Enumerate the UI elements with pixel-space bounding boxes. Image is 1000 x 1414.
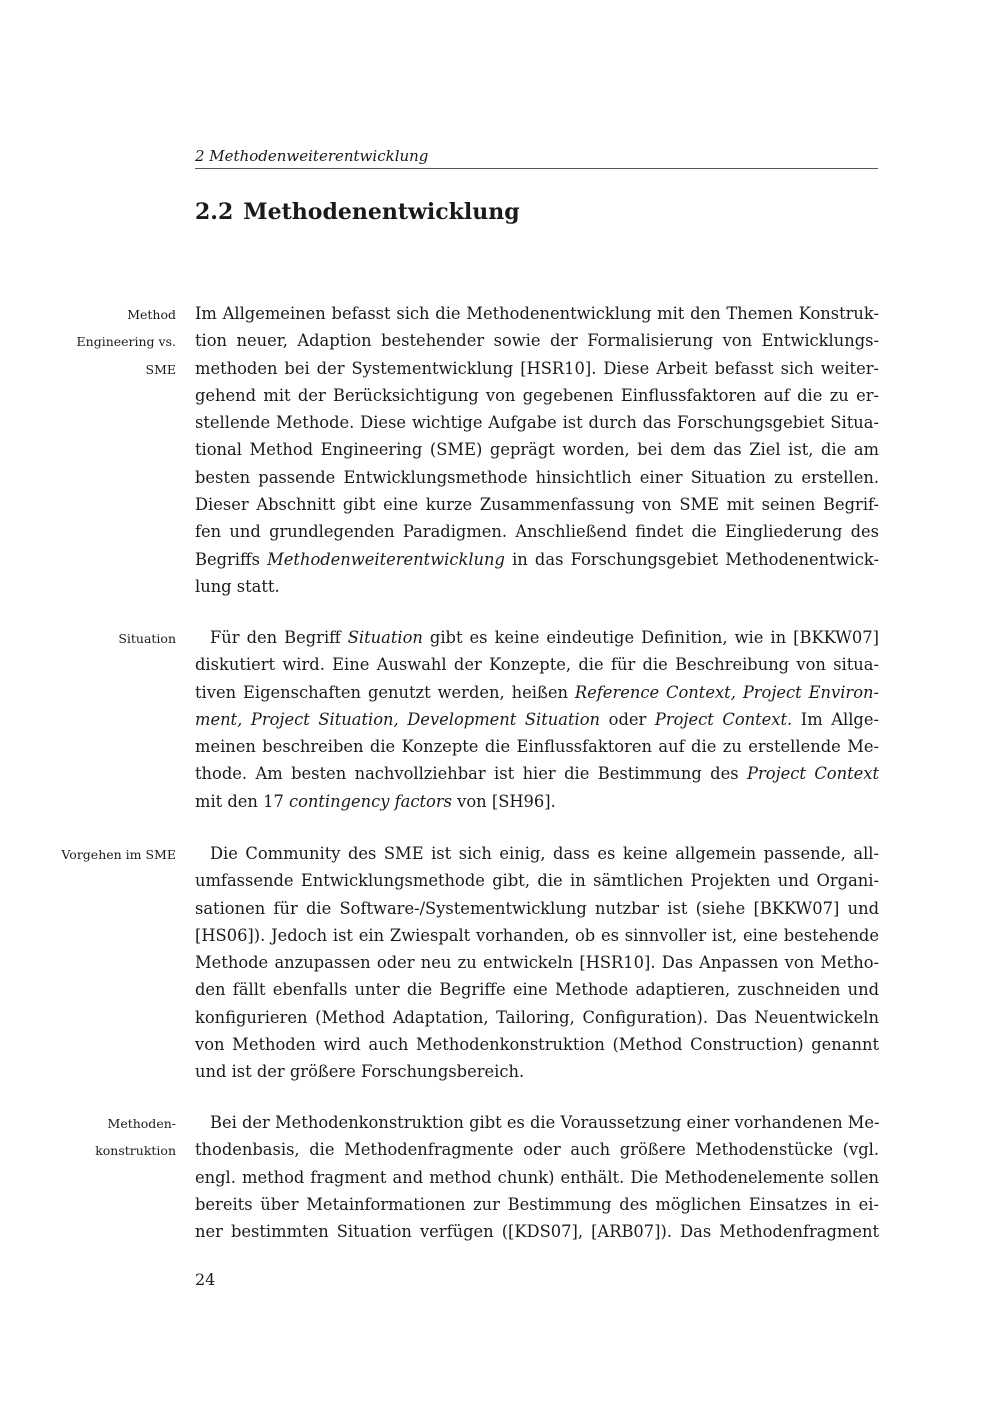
text-line: Begriffs Methodenweiterentwicklung in das Forschungsgebiet Methodenentwick- [195,549,879,569]
text-line: Methode anzupassen oder neu zu entwickeln [HSR10]. Das Anpassen von Metho- [195,953,879,973]
text-line: tiven Eigenschaften genutzt werden, heißen Reference Context, Project Environ- [195,682,879,702]
text-line: von Methoden wird auch Methodenkonstruktion (Method Construction) genannt [195,1035,879,1055]
text-line: umfassende Entwicklungsmethode gibt, die in sämtlichen Projekten und Organi- [195,871,879,891]
section-number: 2.2 [195,199,234,225]
text-line: tion neuer, Adaption bestehender sowie der Formalisierung von Entwicklungs- [195,331,879,351]
section-heading [195,199,530,225]
paragraph-methodenentwicklung [195,300,879,600]
margin-note-line: SME [145,361,176,377]
margin-note-line: Vorgehen im SME [61,847,176,862]
text-line: Im Allgemeinen befasst sich die Methodenentwicklung mit den Themen Konstruk- [195,304,879,323]
margin-note-line: Engineering vs. [76,334,176,350]
paragraph-situation [195,624,879,815]
emphasis: Reference Context, Project Environ- [574,682,879,702]
text-line: fen und grundlegenden Paradigmen. Anschließend findet die Eingliederung des [195,522,879,542]
text-line: tional Method Engineering (SME) geprägt worden, bei dem das Ziel ist, die am [195,440,879,460]
text-line: und ist der größere Forschungsbereich. [195,1062,525,1082]
emphasis: Project Context. [654,709,793,729]
text-line: besten passende Entwicklungsmethode hinsichtlich einer Situation zu erstellen. [195,467,879,487]
margin-note-vorgehen [61,841,176,868]
text-line: sationen für die Software-/Systementwicklung nutzbar ist (siehe [BKKW07] und [195,898,879,918]
text-line: ner bestimmten Situation verfügen ([KDS07], [ARB07]). Das Methodenfragment [195,1222,879,1242]
margin-note-situation [118,625,176,652]
emphasis: Situation [347,628,423,647]
text-line: Bei der Methodenkonstruktion gibt es die Voraussetzung einer vorhandenen Me- [210,1113,880,1132]
text-line: mit den 17 contingency factors von [SH96]. [195,791,556,811]
text-line: den fällt ebenfalls unter die Begriffe eine Methode adaptieren, zuschneiden und [195,980,879,1000]
margin-note-methodenkonstruktion [95,1110,176,1165]
margin-note-line: konstruktion [95,1143,176,1159]
text-line: thodenbasis, die Methodenfragmente oder auch größere Methodenstücke (vgl. [195,1140,879,1160]
text-line: methoden bei der Systementwicklung [HSR10]. Diese Arbeit befasst sich weiter- [195,358,879,378]
text-line: meinen beschreiben die Konzepte die Einflussfaktoren auf die zu erstellende Me- [195,737,879,757]
text-line: Für den Begriff Situation gibt es keine eindeutige Definition, wie in [BKKW07] [210,628,879,647]
margin-note-line: Method [127,307,176,322]
text-line: lung statt. [195,576,280,596]
emphasis: ment, Project Situation, Development Situation [195,709,601,729]
text-line: Die Community des SME ist sich einig, dass es keine allgemein passende, all- [210,844,879,863]
text-line: thode. Am besten nachvollziehbar ist hier die Bestimmung des Project Context [195,764,879,784]
text-line: ment, Project Situation, Development Situation oder Project Context. Im Allge- [195,709,879,729]
running-header: 2 Methodenweiterentwicklung [195,147,878,169]
text-line: diskutiert wird. Eine Auswahl der Konzepte, die für die Beschreibung von situa- [195,655,879,675]
text-line: bereits über Metainformationen zur Bestimmung des möglichen Einsatzes in ei- [195,1194,879,1214]
emphasis: Project Context [747,764,879,784]
emphasis: Methodenweiterentwicklung [267,549,505,569]
text-line: konfigurieren (Method Adaptation, Tailoring, Configuration). Das Neuentwickeln [195,1007,879,1027]
text-line: stellende Methode. Diese wichtige Aufgabe ist durch das Forschungsgebiet Situa- [195,413,879,433]
section-title: Methodenentwicklung [243,199,520,225]
page-number: 24 [195,1270,216,1289]
emphasis: contingency factors [288,791,452,811]
margin-note-method-engineering [77,301,176,383]
paragraph-methodenkonstruktion [195,1109,879,1245]
margin-note-line: Methoden- [107,1116,176,1131]
paragraph-vorgehen [195,840,879,1086]
text-line: Dieser Abschnitt gibt eine kurze Zusammenfassung von SME mit seinen Begrif- [195,495,879,515]
text-line: engl. method fragment and method chunk) enthält. Die Methodenelemente sollen [195,1167,879,1187]
text-line: [HS06]). Jedoch ist ein Zwiespalt vorhanden, ob es sinnvoller ist, eine bestehende [195,925,879,945]
margin-note-line: Situation [118,631,176,646]
text-line: gehend mit der Berücksichtigung von gegebenen Einflussfaktoren auf die zu er- [195,385,879,405]
